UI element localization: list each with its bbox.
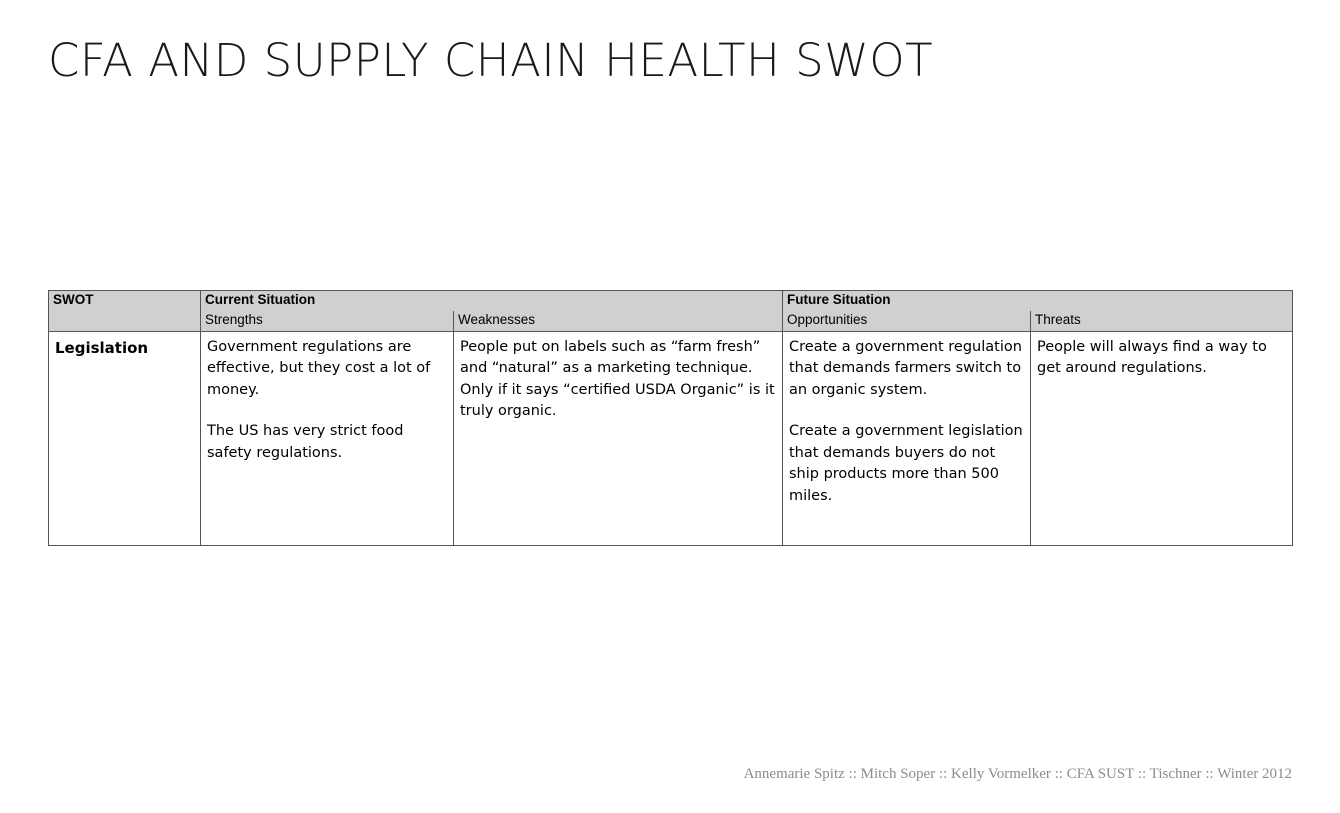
header-current-situation-spacer <box>454 291 783 312</box>
cell-weaknesses <box>454 332 783 546</box>
opportunities-paragraph-1: Create a government regulation that demands farmers switch to an organic system. <box>789 339 1022 398</box>
header-future-situation: Future Situation <box>783 291 1031 312</box>
cell-strengths <box>201 332 454 546</box>
header-strengths: Strengths <box>201 311 454 332</box>
opportunities-paragraph-2: Create a government legislation that demands buyers do not ship products more than 500 miles. <box>789 423 1023 504</box>
header-threats: Threats <box>1031 311 1293 332</box>
swot-table-container <box>48 290 1292 546</box>
swot-table <box>48 290 1293 546</box>
cell-threats <box>1031 332 1293 546</box>
page-title: CFA AND SUPPLY CHAIN HEALTH SWOT <box>48 34 934 87</box>
slide-footer: Annemarie Spitz :: Mitch Soper :: Kelly Vormelker :: CFA SUST :: Tischner :: Winter 2012 <box>743 766 1292 782</box>
strengths-paragraph-1: Government regulations are effective, but they cost a lot of money. <box>207 339 431 398</box>
header-opportunities: Opportunities <box>783 311 1031 332</box>
header-future-situation-spacer <box>1031 291 1293 312</box>
strengths-paragraph-2: The US has very strict food safety regulations. <box>207 423 404 461</box>
table-group-header-row <box>49 291 1293 312</box>
cell-opportunities <box>783 332 1031 546</box>
header-blank <box>49 311 201 332</box>
row-label-legislation: Legislation <box>49 332 201 546</box>
table-row <box>49 332 1293 546</box>
threats-paragraph-1: People will always find a way to get around regulations. <box>1037 339 1267 377</box>
weaknesses-paragraph-1: People put on labels such as “farm fresh” and “natural” as a marketing technique. Only if it says “certified USDA Organic” is it truly organic. <box>460 339 775 420</box>
header-current-situation: Current Situation <box>201 291 454 312</box>
table-column-header-row <box>49 311 1293 332</box>
header-weaknesses: Weaknesses <box>454 311 783 332</box>
header-swot: SWOT <box>49 291 201 312</box>
